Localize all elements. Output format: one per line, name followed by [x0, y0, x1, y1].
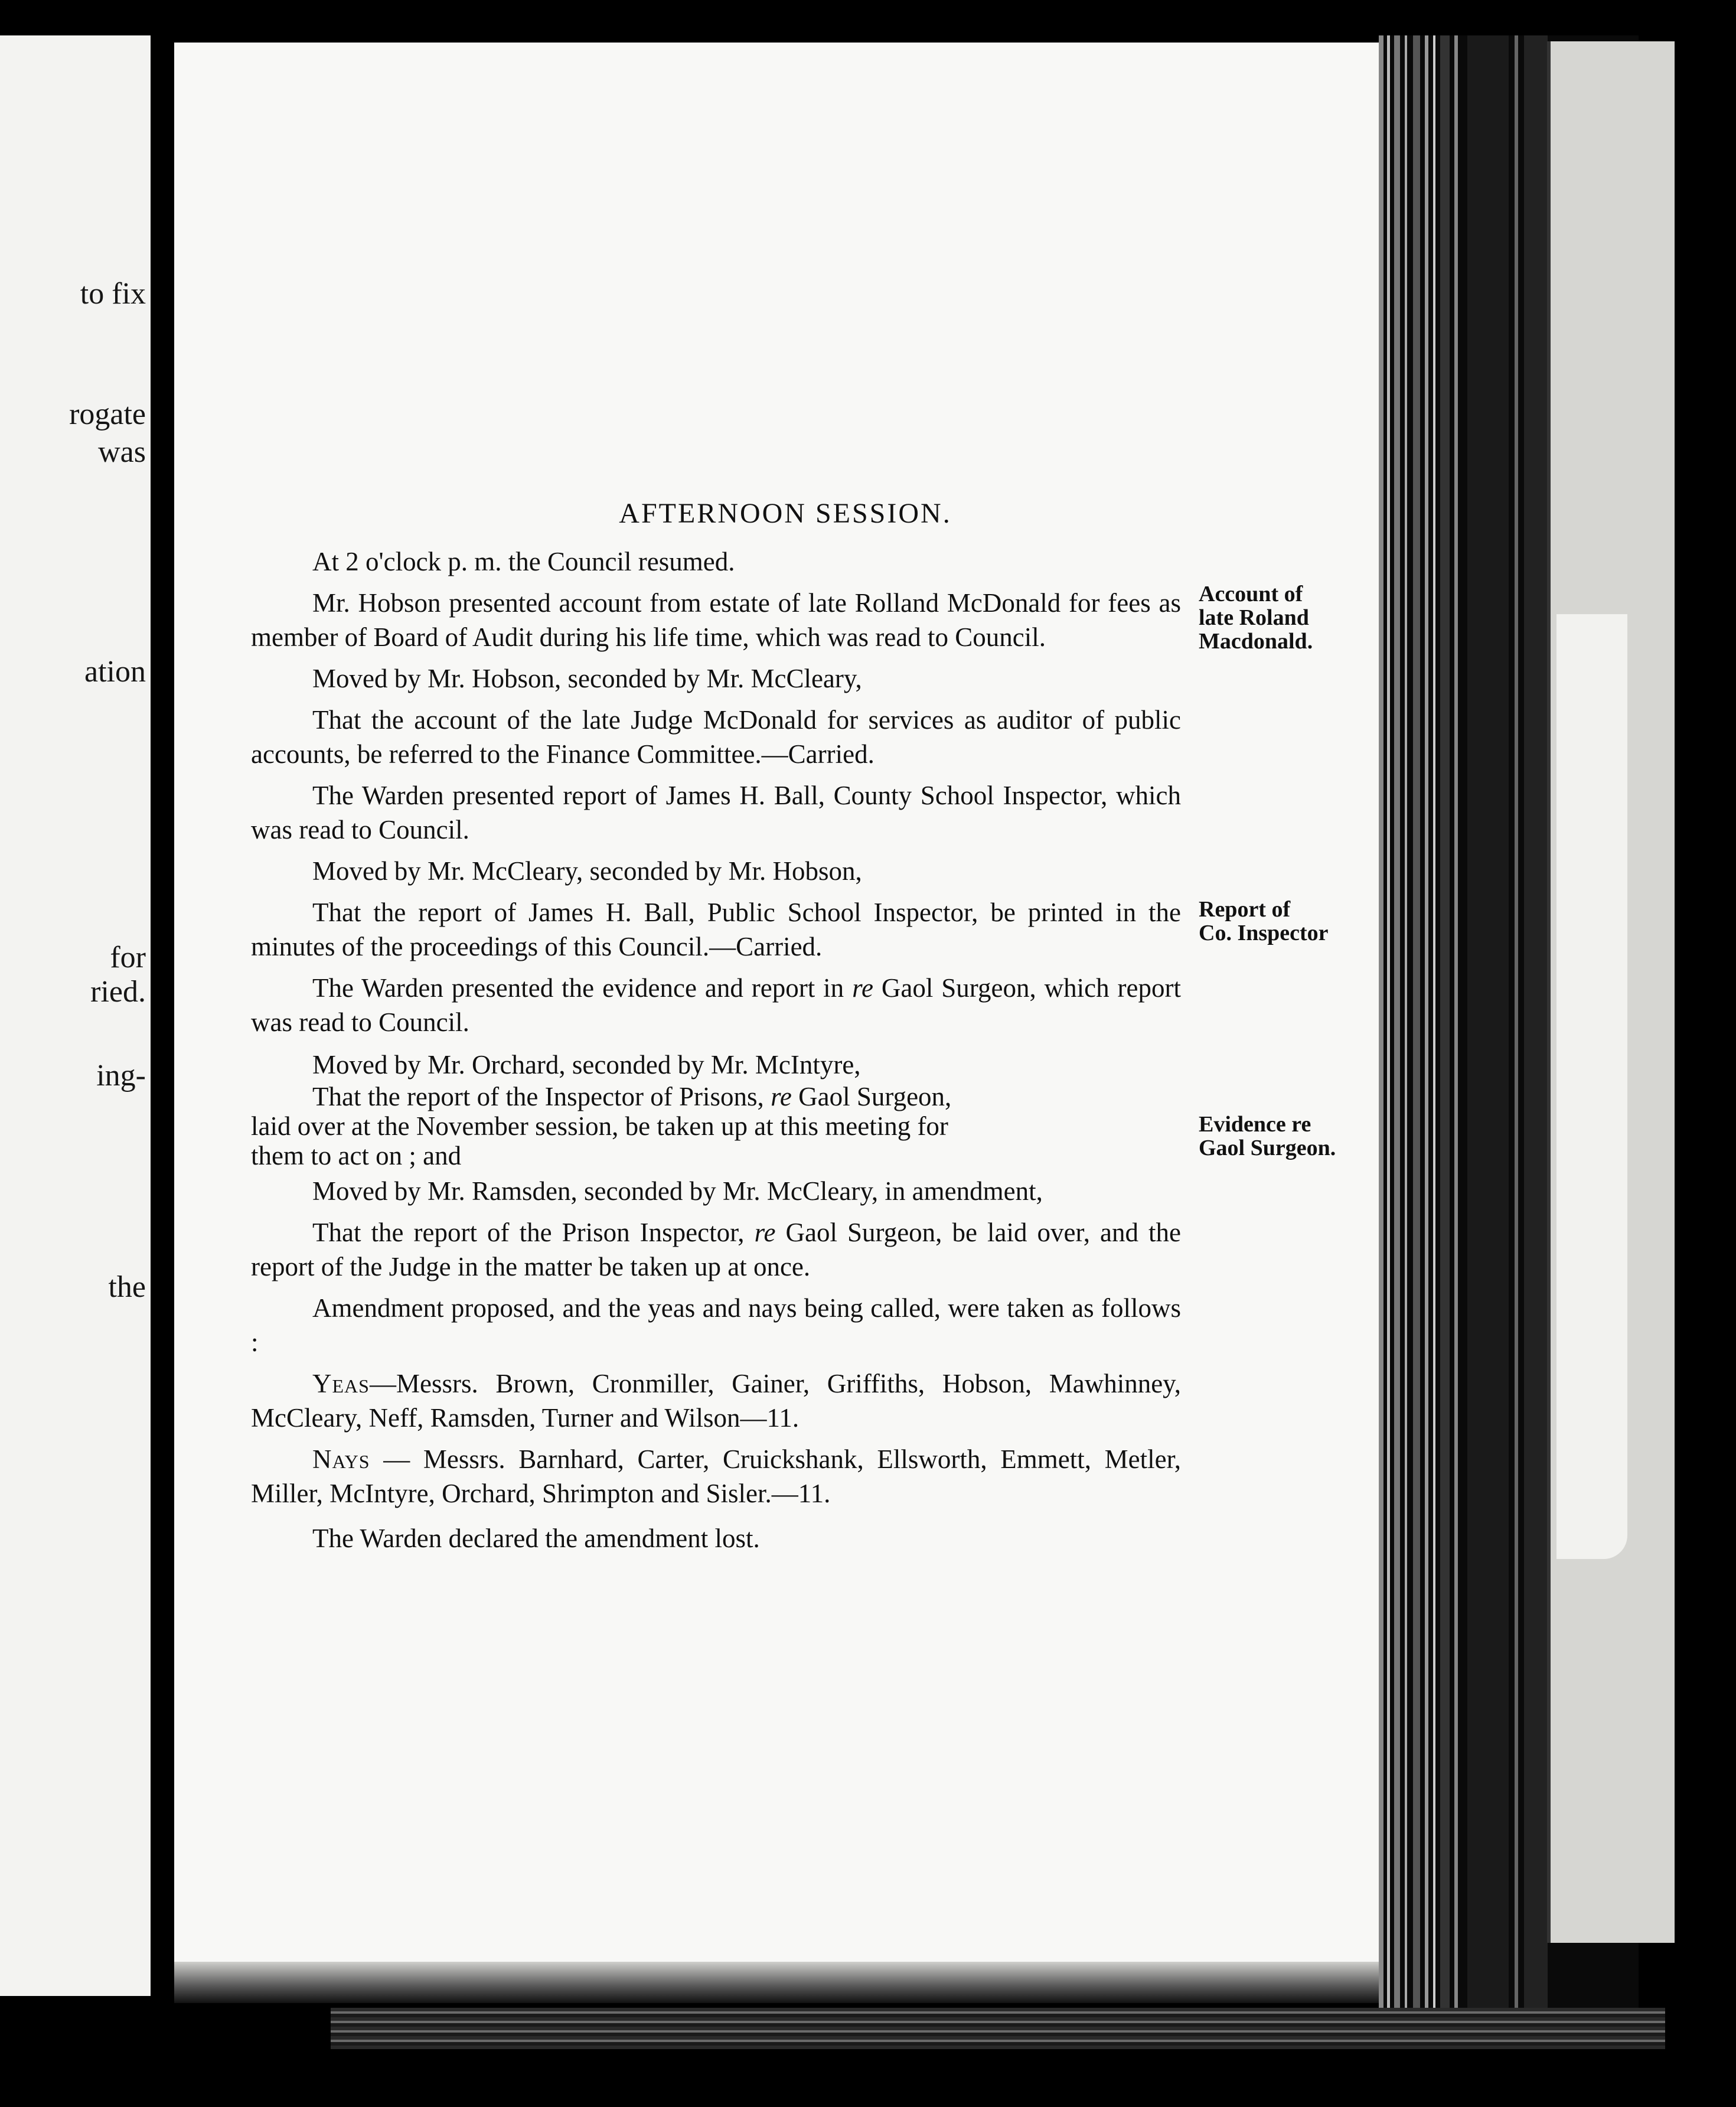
left-facing-page	[0, 35, 151, 1996]
margin-note-line: Evidence re	[1199, 1112, 1311, 1137]
paragraph: At 2 o'clock p. m. the Council resumed.	[312, 547, 735, 576]
margin-note	[1199, 582, 1358, 653]
margin-note-line: Co. Inspector	[1199, 921, 1329, 945]
paragraph: laid over at the November session, be taken up at this meeting for	[251, 1111, 948, 1141]
paragraph-text: The Warden presented the evidence and report in	[312, 973, 853, 1003]
italic-re: re	[771, 1082, 792, 1111]
italic-re: re	[852, 973, 873, 1003]
paragraph	[251, 1082, 1181, 1111]
paragraph: Moved by Mr. Orchard, seconded by Mr. McIntyre,	[312, 1050, 861, 1079]
page-bottom-edge	[174, 1962, 1379, 2003]
torn-paper-fragment	[1556, 614, 1627, 1559]
paragraph-text: Gaol Surgeon, which report was read to Council.	[251, 973, 1181, 1037]
yeas-paragraph	[251, 1366, 1181, 1435]
margin-note-line: Report of	[1199, 897, 1291, 922]
left-page-fragment: ried.	[90, 975, 146, 1009]
paragraph: Mr. Hobson presented account from estate of late Rolland McDonald for fees as member of Board of Audit during his life time, which was read to Council.	[251, 588, 1181, 652]
main-page	[174, 43, 1379, 1962]
margin-note	[1199, 1113, 1358, 1160]
paragraph-text: Gaol Surgeon,	[791, 1082, 952, 1111]
left-page-fragment: ing-	[96, 1059, 146, 1092]
paragraph-text: Gaol Surgeon, be laid over, and the report of the Judge in the matter be taken up at once.	[251, 1218, 1181, 1281]
nays-text: — Messrs. Barnhard, Carter, Cruickshank, Ellsworth, Emmett, Metler, Miller, McIntyre, Orchard, Shrimpton and Sisler.—11.	[251, 1444, 1181, 1508]
margin-note-line: late Roland	[1199, 605, 1309, 630]
left-page-fragment: the	[108, 1270, 146, 1304]
yeas-text: —Messrs. Brown, Cronmiller, Gainer, Griffiths, Hobson, Mawhinney, McCleary, Neff, Ramsden, Turner and Wilson—11.	[251, 1369, 1181, 1433]
book-gutter	[151, 35, 174, 2002]
paragraph: Moved by Mr. McCleary, seconded by Mr. Hobson,	[312, 856, 862, 886]
paragraph: Moved by Mr. Ramsden, seconded by Mr. McCleary, in amendment,	[312, 1176, 1043, 1206]
paragraph: The Warden declared the amendment lost.	[312, 1524, 760, 1553]
margin-note-line: Account of	[1199, 582, 1303, 606]
paragraph: The Warden presented report of James H. Ball, County School Inspector, which was read to Council.	[251, 781, 1181, 844]
paragraph: them to act on ; and	[251, 1141, 462, 1170]
nays-paragraph	[251, 1442, 1181, 1511]
left-page-fragment: rogate	[69, 397, 146, 431]
paragraph: That the account of the late Judge McDonald for services as auditor of public accounts, be referred to the Finance Committee.—Carried.	[251, 705, 1181, 769]
left-page-fragment: to fix	[80, 277, 146, 311]
margin-note	[1199, 898, 1358, 945]
margin-note-line: Macdonald.	[1199, 629, 1313, 654]
book-bottom-edge	[331, 2008, 1665, 2049]
left-page-fragment: was	[98, 435, 146, 469]
paragraph: Moved by Mr. Hobson, seconded by Mr. McCleary,	[312, 664, 862, 693]
left-page-fragment: ation	[84, 655, 146, 689]
yeas-label: Yeas	[312, 1369, 370, 1398]
torn-page-edge	[1547, 41, 1675, 1943]
paragraph	[251, 971, 1181, 1039]
paragraph-text: That the report of the Prison Inspector,	[312, 1218, 755, 1247]
paragraph: That the report of James H. Ball, Public School Inspector, be printed in the minutes of the proceedings of this Council.—Carried.	[251, 898, 1181, 961]
page-body	[251, 544, 1181, 1563]
paragraph	[251, 1215, 1181, 1284]
italic-re: re	[754, 1218, 776, 1247]
paragraph-text: That the report of the Inspector of Prisons,	[312, 1082, 771, 1111]
paragraph: Amendment proposed, and the yeas and nays being called, were taken as follows :	[251, 1293, 1181, 1357]
nays-label: Nays	[312, 1444, 370, 1474]
section-heading: AFTERNOON SESSION.	[619, 498, 952, 529]
left-page-fragment: for	[110, 941, 146, 974]
margin-note-line: Gaol Surgeon.	[1199, 1136, 1336, 1160]
